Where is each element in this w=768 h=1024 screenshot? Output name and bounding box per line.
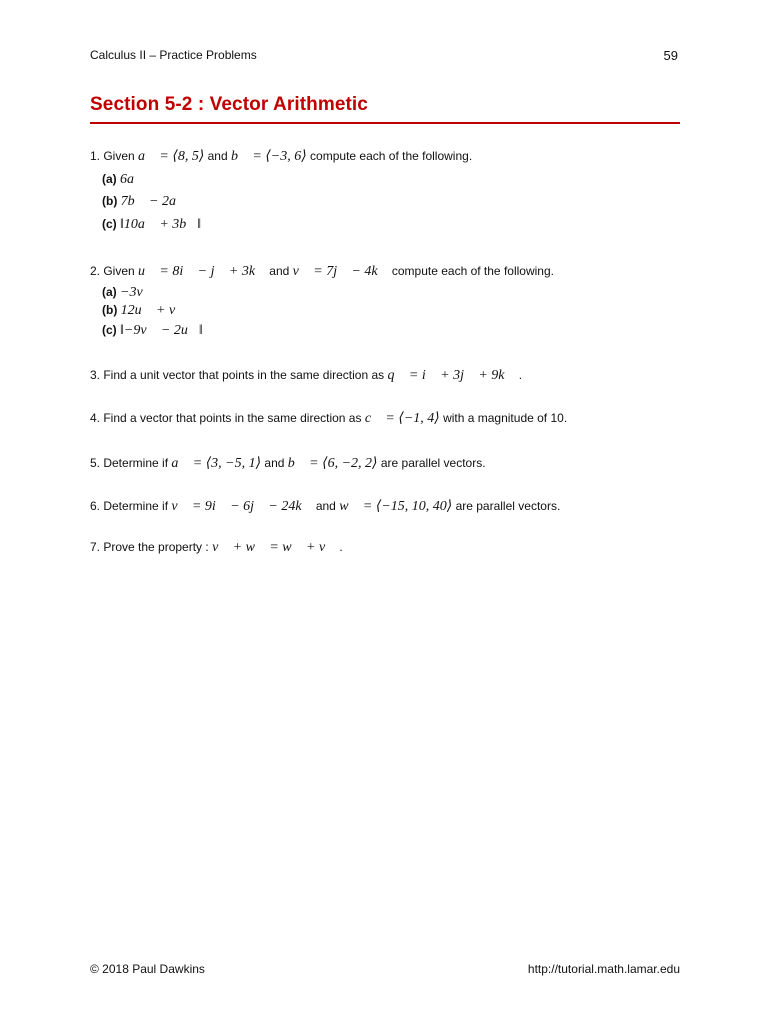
part-label: (c) — [102, 323, 120, 337]
problem-7-suffix: . — [336, 540, 343, 554]
problem-2-math-v: v⃗ = 7j⃗ − 4k⃗ — [292, 264, 389, 279]
part-math: 6a⃗ — [120, 172, 145, 187]
part-math: 7b⃗ − 2a⃗ — [120, 194, 187, 209]
problem-6-math-v: v⃗ = 9i⃗ − 6j⃗ − 24k⃗ — [171, 499, 313, 514]
problem-1-math-a: a⃗ = ⟨8, 5⟩ — [138, 149, 205, 164]
problem-4-math: c⃗ = ⟨−1, 4⟩ — [364, 411, 440, 426]
section-title: Section 5-2 : Vector Arithmetic — [90, 94, 368, 115]
problem-3-suffix: . — [515, 368, 523, 382]
problem-2-prefix: 2. Given — [90, 264, 139, 278]
problem-5-suffix: are parallel vectors. — [377, 456, 486, 470]
footer-url: http://tutorial.math.lamar.edu — [527, 962, 680, 976]
problem-6-prefix: 6. Determine if — [90, 499, 172, 513]
part-label: (b) — [102, 303, 121, 317]
problem-6-math-w: w⃗ = ⟨−15, 10, 40⟩ — [339, 499, 453, 514]
page-number: 59 — [663, 48, 678, 63]
problem-3 — [90, 368, 522, 384]
problem-2-part-b — [102, 303, 186, 319]
problem-1-prefix: 1. Given — [90, 149, 139, 163]
part-label: (c) — [102, 217, 120, 231]
problem-2-mid: and — [265, 264, 293, 278]
problem-2 — [90, 264, 554, 280]
problem-5-math-a: a⃗ = ⟨3, −5, 1⟩ — [171, 456, 262, 471]
problem-1-part-b — [102, 194, 187, 210]
problem-3-prefix: 3. Find a unit vector that points in the same direction as — [90, 368, 388, 382]
problem-6-suffix: are parallel vectors. — [452, 499, 561, 513]
problem-7 — [90, 540, 343, 556]
problem-5 — [90, 455, 486, 472]
problem-4-suffix: with a magnitude of 10. — [439, 411, 568, 425]
problem-2-part-a — [102, 285, 154, 301]
page-header-title: Calculus II – Practice Problems — [90, 48, 257, 62]
problem-1-part-a — [102, 172, 145, 188]
part-math: ‖10a⃗ + 3b⃗‖ — [120, 217, 202, 232]
problem-1 — [90, 148, 472, 165]
problem-1-mid: and — [204, 149, 231, 163]
title-underline — [90, 122, 680, 124]
part-label: (a) — [102, 172, 120, 186]
part-math: 12u⃗ + v⃗ — [120, 303, 187, 318]
problem-1-suffix: compute each of the following. — [306, 149, 473, 163]
part-math: −3v⃗ — [120, 285, 154, 300]
problem-6-mid: and — [312, 499, 340, 513]
footer-copyright: © 2018 Paul Dawkins — [90, 962, 205, 976]
problem-6 — [90, 498, 560, 515]
part-label: (a) — [102, 285, 120, 299]
part-label: (b) — [102, 194, 121, 208]
problem-5-mid: and — [261, 456, 288, 470]
part-math: ‖−9v⃗ − 2u⃗‖ — [120, 323, 203, 338]
problem-2-suffix: compute each of the following. — [388, 264, 554, 278]
problem-4-prefix: 4. Find a vector that points in the same direction as — [90, 411, 365, 425]
problem-1-part-c — [102, 217, 201, 233]
problem-5-prefix: 5. Determine if — [90, 456, 172, 470]
problem-5-math-b: b⃗ = ⟨6, −2, 2⟩ — [287, 456, 378, 471]
problem-4 — [90, 410, 567, 427]
problem-1-math-b: b⃗ = ⟨−3, 6⟩ — [231, 149, 307, 164]
problem-2-part-c — [102, 323, 203, 339]
problem-7-prefix: 7. Prove the property : — [90, 540, 213, 554]
problem-3-math: q⃗ = i⃗ + 3j⃗ + 9k⃗ — [387, 368, 516, 383]
problem-7-math: v⃗ + w⃗ = w⃗ + v⃗ — [212, 540, 337, 555]
problem-2-math-u: u⃗ = 8i⃗ − j⃗ + 3k⃗ — [138, 264, 266, 279]
